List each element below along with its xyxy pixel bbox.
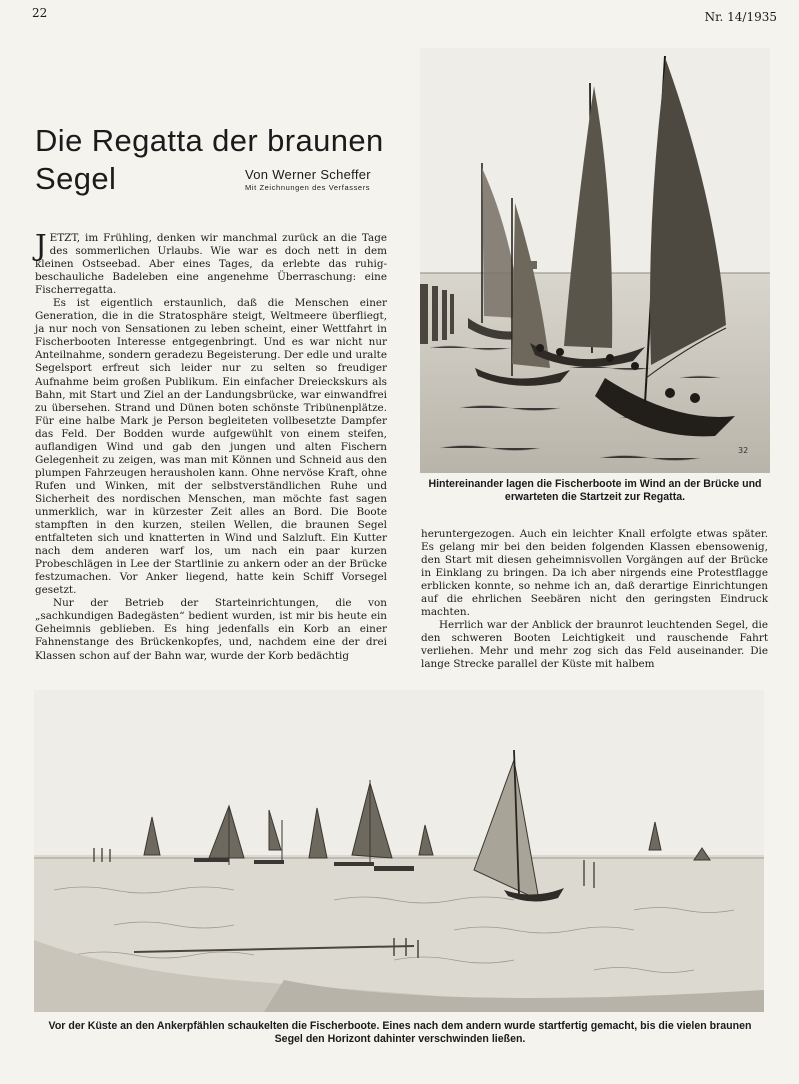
- paragraph: [35, 228, 387, 297]
- article-column-left: [35, 228, 387, 663]
- boats-at-pier-drawing: [420, 48, 770, 473]
- issue-number: Nr. 14/1935: [704, 10, 777, 24]
- illustration-top-boats-at-pier: [420, 48, 770, 473]
- paragraph: Es ist eigentlich erstaunlich, daß die Menschen einer Generation, die in die Stratosphäre steigt, Weltmeere überfliegt, ja nur noch von Sensationen zu leben scheint, einer Wettfahrt in Fischerbooten Interesse entgegenbringt. Und es war nicht nur Anteilnahme, sondern geradezu Begeisterung. Der edle und uralte Segelsport erfreut sich leider nur zu selten so freudiger Aufnahme beim großen Publikum. Ein einfacher Dreieckskurs als Bahn, mit Start und Ziel an der Landungsbrücke, war einwandfrei zu übersehen. Strand und Dünen boten schönste Tribünenplätze. Für eine halbe Mark je Person begleiteten vollbesetzte Dampfer das Feld. Der Bodden wurde aufgewühlt von einem steifen, auflandigen Wind und gab den jungen und alten Fischern Gelegenheit zu zeigen, was man mit Können und Schneid aus den plumpen Fahrzeugen herausholen kann. Ohne nervöse Kraft, ohne Rufen und Winken, mit der selbstverständlichen Ruhe und Sicherheit des nordischen Menschen, man möchte fast sagen unmerklich, war in kürzester Zeit alles an Bord. Die Boote stampften in den kurzen, steilen Wellen, die braunen Segel entfalteten sich und knatterten in Wind und Salzluft. Ein Kutter nach dem anderen warf los, um nach ein paar kurzen Probeschlägen in Lee der Startlinie zu ankern oder an der Brücke festzumachen. Vor Anker liegend, hatte kein Schiff Vorsegel gesetzt.: [35, 297, 387, 597]
- boats-at-anchor-drawing: [34, 690, 764, 1012]
- byline-subtitle: Mit Zeichnungen des Verfassers: [245, 183, 371, 192]
- paragraph: heruntergezogen. Auch ein leichter Knall erfolgte etwas später. Es gelang mir bei den beiden folgenden Klassen ebensowenig, den Start mit diesen geheimnisvollen Vorgängen auf der Brücke in Einklang zu bringen. Da ich aber nirgends eine Protestflagge erblicken konnte, so nehme ich an, daß derartige Einrichtungen auf die ehrlichen Seebären nicht den geringsten Eindruck machten.: [421, 528, 768, 619]
- illustration-bottom-boats-at-anchor: [34, 690, 764, 1012]
- paragraph: Nur der Betrieb der Starteinrichtungen, die von „sachkundigen Badegästen“ bedient wurden, ist mir bis heute ein Geheimnis geblieben. Es hing jedenfalls ein Korb an einer Fahnenstange des Brückenkopfes, und, nachdem eine der drei Klassen schon auf der Bahn war, wurde der Korb bedächtig: [35, 597, 387, 662]
- article-title-line2: Segel: [35, 161, 117, 196]
- artist-signature: 32: [738, 446, 749, 455]
- caption-bottom-illustration: Vor der Küste an den Ankerpfählen schaukelten die Fischerboote. Eines nach dem andern wurde startfertig gemacht, bis die vielen braunen Segel den Horizont dahinter verschwinden ließen.: [48, 1020, 752, 1045]
- article-title-line1: Die Regatta der braunen: [35, 123, 384, 158]
- article-column-right: [421, 528, 768, 672]
- byline: [245, 167, 405, 192]
- drop-cap: J: [35, 228, 47, 262]
- paragraph: Herrlich war der Anblick der braunrot leuchtenden Segel, die den schweren Booten Leichtigkeit und rauschende Fahrt verliehen. Mehr und mehr zog sich das Feld auseinander. Die lange Strecke parallel der Küste mit halbem: [421, 619, 768, 671]
- page-number: 22: [32, 6, 48, 20]
- caption-top-illustration: Hintereinander lagen die Fischerboote im Wind an der Brücke und erwarteten die Startzeit zur Regatta.: [428, 478, 762, 503]
- author: Von Werner Scheffer: [245, 167, 371, 182]
- paragraph-text: ETZT, im Frühling, denken wir manchmal zurück an die Tage des sommerlichen Urlaubs. Wie war es doch nett in dem kleinen Ostseebad. Aber eines Tages, da erlebte das ruhig-beschauliche Badeleben eine angenehme Überraschung: eine Fischerregatta.: [35, 232, 387, 297]
